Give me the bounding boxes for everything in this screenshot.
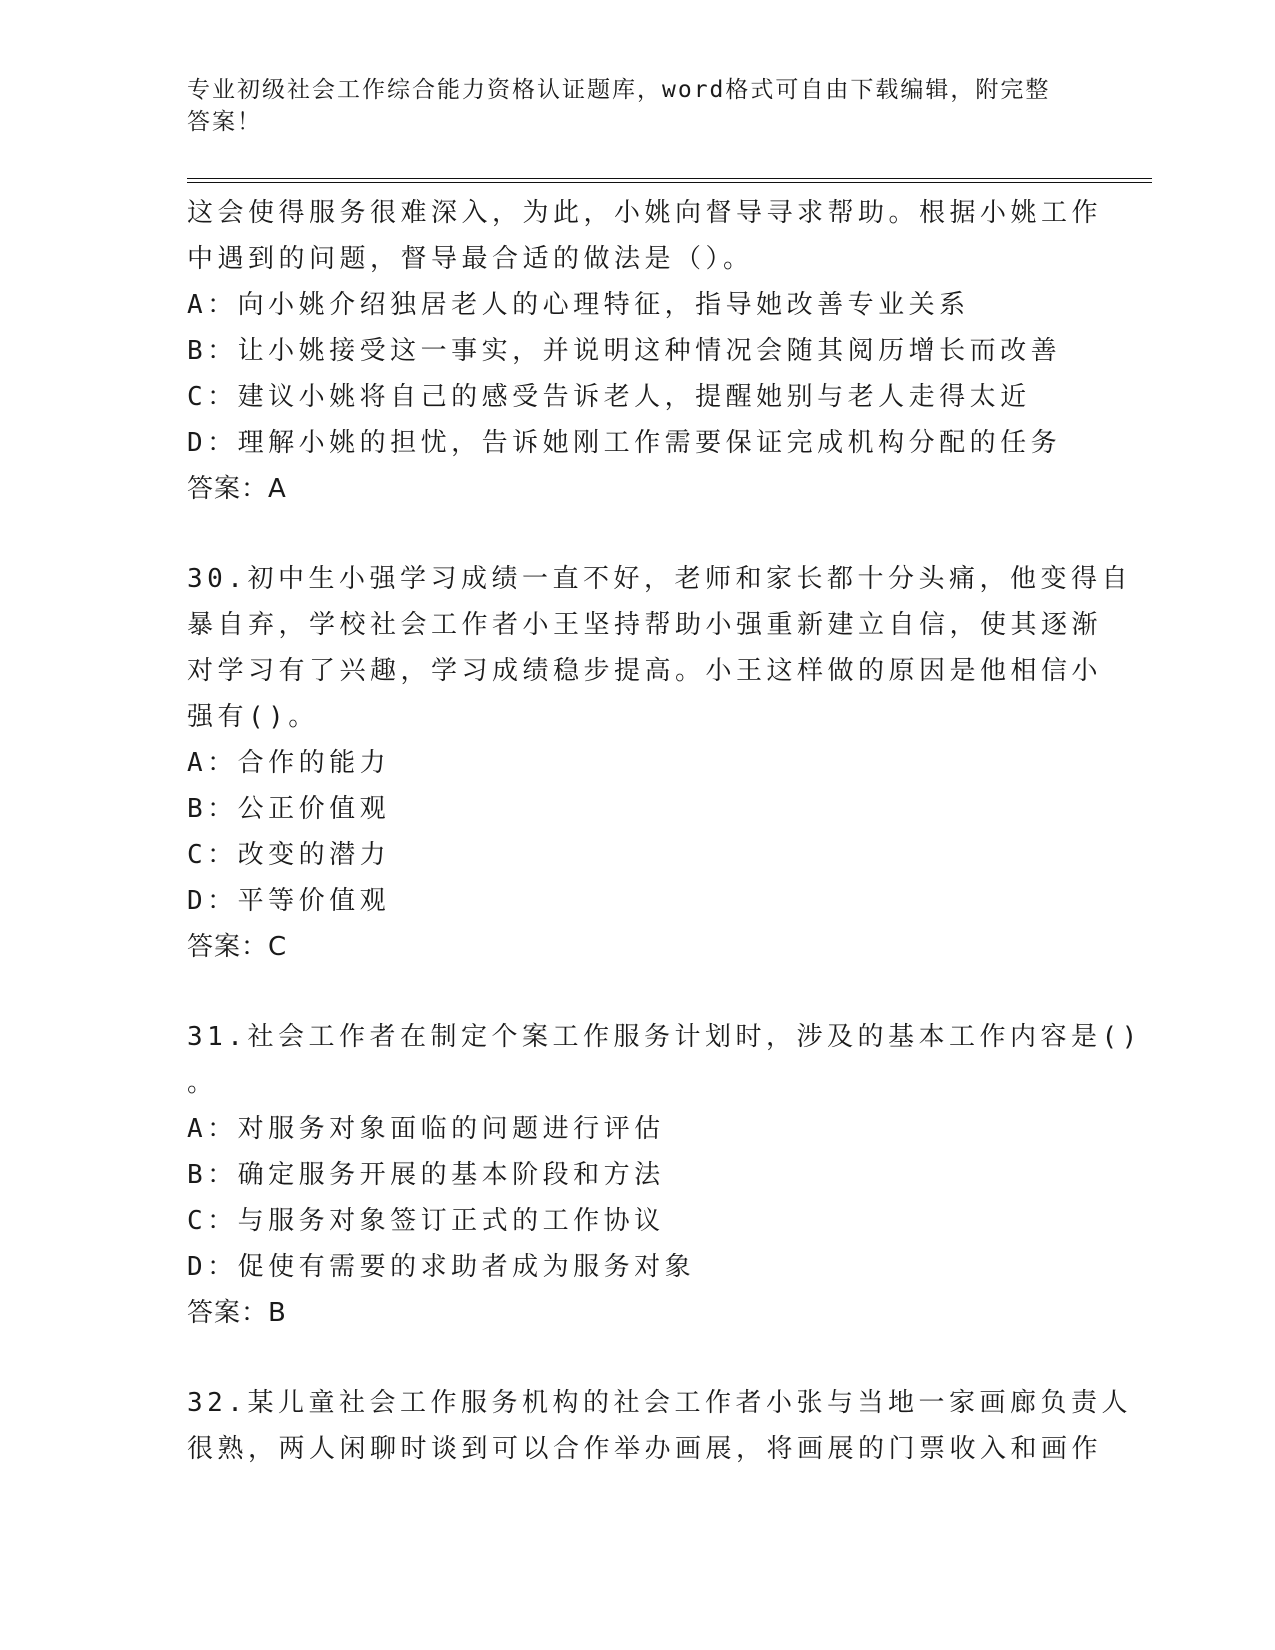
option-b: B：公正价值观: [187, 794, 391, 824]
option-a: A：合作的能力: [187, 748, 391, 778]
option-a: A：向小姚介绍独居老人的心理特征，指导她改善专业关系: [187, 290, 970, 320]
question-stem-line: 中遇到的问题，督导最合适的做法是（）。: [187, 244, 754, 274]
option-c: C：与服务对象签订正式的工作协议: [187, 1206, 665, 1236]
option-d: D：平等价值观: [187, 886, 391, 916]
option-a: A：对服务对象面临的问题进行评估: [187, 1114, 665, 1144]
option-c: C：建议小姚将自己的感受告诉老人，提醒她别与老人走得太近: [187, 382, 1031, 412]
header-divider-bottom: [187, 182, 1152, 183]
document-body: [187, 190, 1142, 1472]
option-b: B：确定服务开展的基本阶段和方法: [187, 1160, 665, 1190]
question-stem-line: 暴自弃，学校社会工作者小王坚持帮助小强重新建立自信，使其逐渐: [187, 610, 1103, 640]
page-header: 专业初级社会工作综合能力资格认证题库，word格式可自由下载编辑，附完整答案！: [187, 77, 1051, 135]
question-32: [187, 1380, 1132, 1472]
answer-line: 答案：B: [187, 1298, 287, 1328]
header-divider-top: [187, 178, 1152, 179]
question-30: [187, 556, 1132, 970]
option-b: B：让小姚接受这一事实，并说明这种情况会随其阅历增长而改善: [187, 336, 1062, 366]
question-stem-line: 30.初中生小强学习成绩一直不好，老师和家长都十分头痛，他变得自: [187, 564, 1132, 594]
question-stem-line: 很熟，两人闲聊时谈到可以合作举办画展，将画展的门票收入和画作: [187, 1434, 1103, 1464]
answer-line: 答案：C: [187, 932, 288, 962]
question-stem-line: 32.某儿童社会工作服务机构的社会工作者小张与当地一家画廊负责人: [187, 1388, 1132, 1418]
question-stem-line: 这会使得服务很难深入，为此，小姚向督导寻求帮助。根据小姚工作: [187, 198, 1103, 228]
question-stem-line: 31.社会工作者在制定个案工作服务计划时，涉及的基本工作内容是(): [187, 1022, 1142, 1052]
option-d: D：理解小姚的担忧，告诉她刚工作需要保证完成机构分配的任务: [187, 428, 1062, 458]
question-31: [187, 1014, 1142, 1336]
question-stem-line: 对学习有了兴趣，学习成绩稳步提高。小王这样做的原因是他相信小: [187, 656, 1103, 686]
question-continued: [187, 190, 1103, 512]
question-stem-line: 强有()。: [187, 702, 319, 732]
option-c: C：改变的潜力: [187, 840, 391, 870]
question-stem-line: 。: [187, 1068, 218, 1098]
answer-line: 答案：A: [187, 474, 287, 504]
option-d: D：促使有需要的求助者成为服务对象: [187, 1252, 696, 1282]
